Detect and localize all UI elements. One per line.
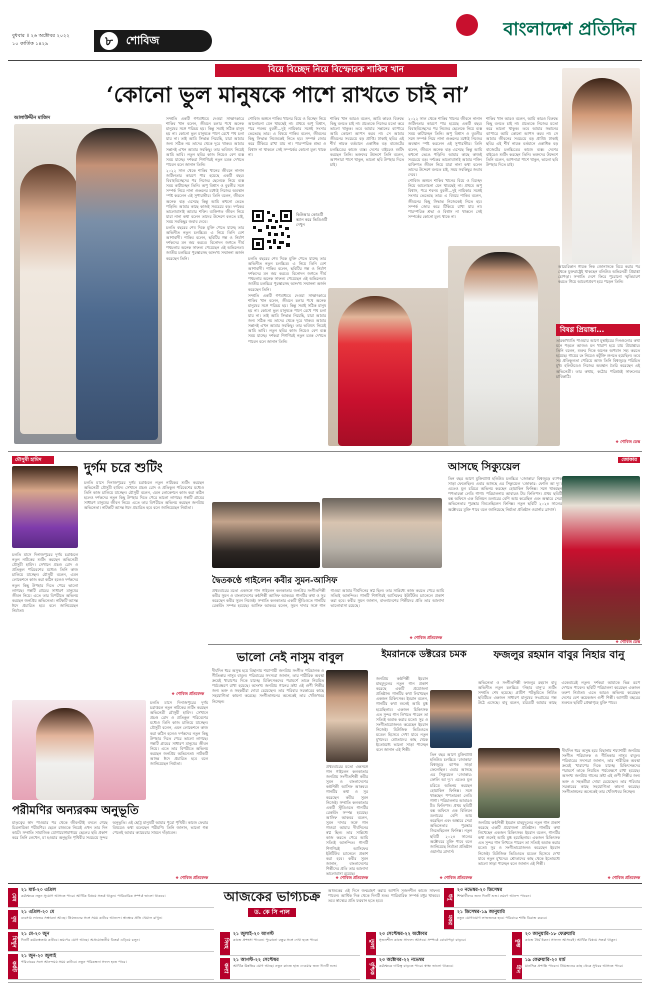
zodiac-sign-name: সিংহ (220, 932, 230, 955)
lead-col-3b (248, 256, 326, 446)
lead-col-4 (330, 116, 404, 286)
porimoni-photo (12, 700, 146, 800)
zodiac-sign-dates: ২১ আগস্ট-২২ সেপ্টেম্বর (233, 958, 279, 963)
mousumi-photo (12, 466, 78, 548)
zodiac-sign-6 (220, 958, 360, 980)
zodiac-sign-text: কর্মক্ষেত্রে নতুন সুযোগ আসতে পারে। আর্থিক বিষয়ে সতর্ক থাকুন। পারিবারিক সম্পর্ক ভালো থাকবে। (21, 894, 166, 898)
man-white-outfit (464, 252, 538, 446)
lead-kicker: বিয়ে বিচ্ছেদ নিয়ে বিস্ফোরক শাকিব খান (215, 64, 457, 77)
lead-col-6 (486, 116, 558, 246)
joker-tag (594, 456, 640, 464)
priyanka-intro-spacer (482, 66, 564, 114)
kabir-title: দ্বৈতকণ্ঠে গাইলেন কবীর সুমন-আসিফ (212, 575, 338, 585)
bottom-rule (8, 982, 642, 983)
porimoni-body-2: চলতি মাসে দিনাজপুরের দুর্গম চরাঞ্চলে নতুন নাটকের শুটিং করছেন অভিনেত্রী মৌসুমী হামিদ। সেখানে প্রচণ্ড রোদ ও প্রতিকূল পরিবেশের মধ্যেও তিনি কাজ চালিয়ে যাচ্ছেন। মৌসুমী বলেন, এমন লোকেশনে কাজ করা কঠিন হলেও দর্শকদের নতুন কিছু উপহার দিতে পেরে ভালো লাগছে। গল্পটি গ্রামের সাধারণ মানুষের জীবন নিয়ে। এতে তার বিপরীতে অভিনয় করছেন জনপ্রিয় অভিনেতা। নাটকটি আসন্ন ঈদে প্রচারিত হবে বলে জানিয়েছেন নির্মাতা। (150, 700, 208, 767)
joker-photo (562, 476, 640, 640)
zodiac-sign-4 (8, 954, 214, 980)
lead-text-1: ২০২২ সাল থেকে শাকিব খানের জীবনে নানান জটিলতার কারণে পার হয়েছে একটি বছর। বিবাহবিচ্ছেদের পর নিজের ছেলেকে নিয়ে ব্যস্ত সময় কাটাচ্ছেন তিনি। অপু বিশ্বাস ও বুবলীর সঙ্গে সম্পর্ক নিয়ে নানা গুঞ্জনের মধ্যেই নিজের অবস্থান স্পষ্ট করলেন এই সুপারস্টার। তিনি বলেন, জীবনে অনেক ঝড় এসেছে কিন্তু আমি কখনো ভেঙে পড়িনি। আমার কাছে কাজই সবচেয়ে বড়। দর্শকের ভালোবাসাই আমার শক্তি। ব্যক্তিগত জীবন নিয়ে যারা নানা কথা বলেন তাদের উদ্দেশে বলতে চাই, সময় সবকিছুর জবাব দেবে। (166, 167, 244, 224)
zodiac-sign-dates: ২৩ অক্টোবর-২২ নভেম্বর (379, 958, 425, 963)
lead-kicker-wrap (215, 64, 457, 78)
imran-body-2: তিন বছর আগে মুক্তিপ্রাপ্ত হলিউড চলচ্চিত্র ‘জোকার’ বিশ্বজুড়ে ব্যাপক সাড়া ফেলেছিল। এবার আসছে এর সিক্যুয়েল ‘জোকার: ফোলি আ দ্যু’। এতেও মূল চরিত্রে অভিনয় করছেন হোয়াকিন ফিনিক্স। সঙ্গে থাকছেন পপতারকা লেডি গাগা। পরিচালনায় আবারও টড ফিলিপস। প্রথম ছবিটি বক্স অফিসে এক বিলিয়ন ডলারের বেশি আয় করেছিল এবং অস্কারে সেরা অভিনেতার পুরস্কার জিতেছিলেন ফিনিক্স। নতুন ছবিটি ২০২৪ সালের অক্টোবরে মুক্তি পাবে বলে জানিয়েছে নির্মাতা প্রতিষ্ঠান ওয়ার্নার ব্রাদার্স। (430, 752, 472, 854)
priyanka-body: তারকাখ্যাতি পাওয়ার আগে মুম্বাইয়ের দিনগুলোর কথা মনে পড়লে আজও মন খারাপ হয়ে যায় প্রিয়াঙ্কার। তিনি বলেন, শুরুর দিকে অনেক অপমান সহ্য করতে হয়েছে। গায়ের রং নিয়েও কটূক্তি শুনতে হয়েছিল। তবে সব প্রতিকূলতা পেরিয়ে আজ তিনি বিশ্বজুড়ে পরিচিত মুখ। হলিউডেও নিজের অবস্থান তৈরি করেছেন এই অভিনেত্রী। তার কথায়, কঠোর পরিশ্রমই সাফল্যের চাবিকাঠি। (556, 338, 640, 379)
porimoni-body: মাতৃত্বের স্বাদ পাওয়ার পর থেকে জীবনটাই বদলে গেছে চিত্রনায়িকা পরীমণির। ছেলে রাজ্যকে নিয়েই এখন তার দিন কাটে। সম্প্রতি সামাজিক যোগাযোগমাধ্যমে ছেলের ছবি প্রকাশ করে তিনি লেখেন, মা হওয়ার অনুভূতি পৃথিবীর সবচেয়ে সুন্দর অনুভূতি। এই ছোট্ট মানুষটি আমার পুরো পৃথিবী। কাজে ফেরার বিষয়েও কথা বলেছেন পরীমণি। তিনি জানান, ভালো গল্প পেলেই আবার ক্যামেরার সামনে দাঁড়াবেন। (12, 820, 208, 841)
zodiac-sign-name: বৃশ্চিক (366, 958, 376, 979)
lead-text-3: শোবিজ অঙ্গনে শাকিব খানের বিয়ে ও বিচ্ছেদ নিয়ে আলোচনা যেন থামছেই না। প্রথমে অপু বিশ্বাস, পরে শবনম বুবলী—দুই নায়িকার সঙ্গেই সংসার ভেঙেছে তার। এ বিষয়ে শাকিব বলেন, জীবনের কিছু সিদ্ধান্ত নিজেকেই নিতে হয়। সম্পর্ক জোর করে টিকিয়ে রাখা যায় না। পারস্পরিক শ্রদ্ধা ও বিশ্বাস না থাকলে সেই সম্পর্কের কোনো মূল্য থাকে না। (248, 116, 326, 157)
woman-red-dress (338, 296, 412, 446)
zodiac-sign-dates: ২১ মে-২০ জুন (21, 932, 50, 937)
qr-code[interactable] (250, 208, 294, 252)
zodiac-sign-text: আর্থিক উন্নতির যোগ আছে। নতুন কাজে হাত দেওয়ার জন্য দিনটি শুভ। (233, 964, 338, 968)
shakib-white-photo (448, 246, 560, 446)
lead-text-2: সম্প্রতি একটি গণমাধ্যমে দেওয়া সাক্ষাৎকারে শাকিব খান বলেন, জীবনে চলার পথে অনেক মানুষের সঙ্গে পরিচয় হয়। কিন্তু সবাই সঠিক মানুষ হয় না। কোনো ভুল মানুষকে পাশে রেখে পথ চলা যায় না। তাই আমি সিদ্ধান্ত নিয়েছি, যারা আমার জন্য সঠিক নয় তাদের থেকে দূরে থাকব। আমার সন্তানই এখন আমার সবকিছু। তার ভবিষ্যৎ নিয়েই আমি ভাবি। নতুন ছবির কাজ নিয়েও বেশ ব্যস্ত সময় যাচ্ছে। দর্শকরা শিগগিরই নতুন চমক দেখতে পাবেন বলে জানান তিনি। (166, 116, 244, 167)
fazlur-body-3: জনপ্রিয় কণ্ঠশিল্পী ইমরান মাহমুদুলের নতুন গান প্রকাশ করেছে একটি প্রযোজনা প্রতিষ্ঠান। গানটির কথা লিখেছেন একজন চিকিৎসক। ইমরান বলেন, গানটির কথা শুনেই আমি মুগ্ধ হয়েছিলাম। একজন চিকিৎসক এত সুন্দর গান লিখতে পারেন তা সত্যিই অবাক করার মতো। সুর ও সংগীতায়োজনও করেছেন ইমরান নিজেই। মিউজিক ভিডিওতে মডেল হিসেবে দেখা যাবে নতুন মুখদের। শ্রোতাদের কাছ থেকে ইতোমধ্যে ভালো সাড়া পাচ্ছেন বলে জানান এই শিল্পী। (478, 820, 560, 866)
imran-photo (430, 690, 472, 748)
zodiac-sign-5 (220, 932, 360, 956)
zodiac-sign-text: শিক্ষার্থীদের জন্য দিনটি শুভ। ভ্রমণে আনন্দ পাবেন। (457, 894, 531, 898)
zodiac-sign-2 (8, 910, 214, 930)
lead-text-3b: শোবিজ অঙ্গনে শাকিব খানের বিয়ে ও বিচ্ছেদ নিয়ে আলোচনা যেন থামছেই না। প্রথমে অপু বিশ্বাস, পরে শবনম বুবলী—দুই নায়িকার সঙ্গেই সংসার ভেঙেছে তার। এ বিষয়ে শাকিব বলেন, জীবনের কিছু সিদ্ধান্ত নিজেকেই নিতে হয়। সম্পর্ক জোর করে টিকিয়ে রাখা যায় না। পারস্পরিক শ্রদ্ধা ও বিশ্বাস না থাকলে সেই সম্পর্কের কোনো মূল্য থাকে না। (408, 178, 482, 219)
mousumi-author: মৌসুমী হামিদ (12, 456, 54, 464)
horoscope (8, 886, 642, 982)
zodiac-sign-3 (8, 932, 214, 952)
lead-text-2b: সম্প্রতি একটি গণমাধ্যমে দেওয়া সাক্ষাৎকারে শাকিব খান বলেন, জীবনে চলার পথে অনেক মানুষের সঙ্গে পরিচয় হয়। কিন্তু সবাই সঠিক মানুষ হয় না। কোনো ভুল মানুষকে পাশে রেখে পথ চলা যায় না। তাই আমি সিদ্ধান্ত নিয়েছি, যারা আমার জন্য সঠিক নয় তাদের থেকে দূরে থাকব। আমার সন্তানই এখন আমার সবকিছু। তার ভবিষ্যৎ নিয়েই আমি ভাবি। নতুন ছবির কাজ নিয়েও বেশ ব্যস্ত সময় যাচ্ছে। দর্শকরা শিগগিরই নতুন চমক দেখতে পাবেন বলে জানান তিনি। (248, 292, 326, 344)
lead-text-5b: চলতি বছরের শেষ দিকে মুক্তি পেতে যাচ্ছে তার অভিনীত নতুন চলচ্চিত্র। এ নিয়ে তিনি বেশ আশাবাদী। শাকিব বলেন, ছবিটির গল্প ও নির্মাণ দর্শকদের মন জয় করবে। বিনোদন জগতে দীর্ঘ পথচলায় অনেক সাফল্য পেয়েছেন এই অভিনেতা। জাতীয় চলচ্চিত্র পুরস্কারসহ অসংখ্য সম্মাননা অর্জন করেছেন তিনি। (166, 224, 244, 261)
shakib-couple-photo (14, 124, 162, 444)
fazlur-photo (478, 748, 560, 818)
zodiac-sign-9 (444, 888, 642, 908)
porimoni-figure (36, 708, 94, 800)
logo-text: বাংলাদেশ প্রতিদিন (503, 19, 636, 40)
date-line: বুধবার ॥ ২৬ অক্টোবর ২০২২ (12, 33, 70, 39)
logo (438, 10, 638, 56)
nasim-photo (326, 670, 368, 762)
joker-corner: জোকার (618, 457, 640, 463)
section-banner (94, 30, 212, 52)
divider-3 (8, 883, 642, 884)
kabir-credit: ❖ শোবিজ প্রতিবেদক (409, 635, 442, 640)
nasim-body-2: প্রথমবারের মতো একসঙ্গে গান গাইলেন কলকাতার জনপ্রিয় সংগীতশিল্পী কবীর সুমন ও বাংলাদেশের কণ্ঠশিল্পী আসিফ আকবর। গানটির কথা ও সুর করেছেন কবীর সুমন নিজেই। সম্প্রতি কলকাতার একটি স্টুডিওতে গানটির রেকর্ডিং সম্পন্ন হয়েছে। আসিফ আকবর বলেন, সুমন দাদার সঙ্গে গান গাওয়া আমার দীর্ঘদিনের স্বপ্ন ছিল। তার সান্নিধ্যে কাজ করতে পেরে আমি সত্যিই আনন্দিত। গানটি শিগগিরই আসিফের ইউটিউব চ্যানেলে প্রকাশ করা হবে। কবীর সুমন জানান, বাংলাদেশের শিল্পীদের প্রতি তার আলাদা ভালোবাসা রয়েছে। (326, 764, 368, 876)
lead-headline: ‘কোনো ভুল মানুষকে পাশে রাখতে চাই না’ (106, 83, 470, 108)
zodiac-sign-text: নতুন যোগাযোগ লাভজনক হবে। পরিবারে শান্তি বিরাজ করবে। (457, 916, 548, 920)
man-figure (76, 128, 158, 440)
zodiac-sign-dates: ২১ জুলাই-২০ আগস্ট (233, 932, 274, 937)
zodiac-sign-text: সৃজনশীল কাজে সাফল্য আসবে। সম্পর্কে বোঝাপড়া বাড়বে। (379, 938, 467, 942)
dorshon-body-2: চলতি মাসে দিনাজপুরের দুর্গম চরাঞ্চলে নতুন নাটকের শুটিং করছেন অভিনেত্রী মৌসুমী হামিদ। সেখানে প্রচণ্ড রোদ ও প্রতিকূল পরিবেশের মধ্যেও তিনি কাজ চালিয়ে যাচ্ছেন। মৌসুমী বলেন, এমন লোকেশনে কাজ করা কঠিন হলেও দর্শকদের নতুন কিছু উপহার দিতে পেরে ভালো লাগছে। গল্পটি গ্রামের সাধারণ মানুষের জীবন নিয়ে। এতে তার বিপরীতে অভিনয় করছেন জনপ্রিয় অভিনেতা। নাটকটি আসন্ন ঈদে প্রচারিত হবে বলে জানিয়েছেন নির্মাতা। (12, 552, 79, 614)
lead-text-1b: ২০২২ সাল থেকে শাকিব খানের জীবনে নানান জটিলতার কারণে পার হয়েছে একটি বছর। বিবাহবিচ্ছেদের পর নিজের ছেলেকে নিয়ে ব্যস্ত সময় কাটাচ্ছেন তিনি। অপু বিশ্বাস ও বুবলীর সঙ্গে সম্পর্ক নিয়ে নানা গুঞ্জনের মধ্যেই নিজের অবস্থান স্পষ্ট করলেন এই সুপারস্টার। তিনি বলেন, জীবনে অনেক ঝড় এসেছে কিন্তু আমি কখনো ভেঙে পড়িনি। আমার কাছে কাজই সবচেয়ে বড়। দর্শকের ভালোবাসাই আমার শক্তি। ব্যক্তিগত জীবন নিয়ে যারা নানা কথা বলেন তাদের উদ্দেশে বলতে চাই, সময় সবকিছুর জবাব দেবে। (408, 116, 482, 178)
joker-title: আসছে সিক্যুয়েল (448, 461, 520, 473)
nasim-title: ভালো নেই নাসুম বাবুল (236, 650, 344, 664)
priyanka-credit: ❖ শোবিজ ডেস্ক (615, 439, 640, 444)
logo-sun-icon (456, 14, 478, 36)
kabir-body: প্রথমবারের মতো একসঙ্গে গান গাইলেন কলকাতার জনপ্রিয় সংগীতশিল্পী কবীর সুমন ও বাংলাদেশের কণ্ঠশিল্পী আসিফ আকবর। গানটির কথা ও সুর করেছেন কবীর সুমন নিজেই। সম্প্রতি কলকাতার একটি স্টুডিওতে গানটির রেকর্ডিং সম্পন্ন হয়েছে। আসিফ আকবর বলেন, সুমন দাদার সঙ্গে গান গাওয়া আমার দীর্ঘদিনের স্বপ্ন ছিল। তার সান্নিধ্যে কাজ করতে পেরে আমি সত্যিই আনন্দিত। গানটি শিগগিরই আসিফের ইউটিউব চ্যানেলে প্রকাশ করা হবে। কবীর সুমন জানান, বাংলাদেশের শিল্পীদের প্রতি তার আলাদা ভালোবাসা রয়েছে। (212, 588, 444, 609)
zodiac-sign-dates: ২১ ডিসেম্বর-১৯ জানুয়ারি (457, 910, 505, 915)
zodiac-sign-name: কন্যা (220, 958, 230, 979)
zodiac-sign-dates: ২১ জুন-২০ জুলাই (21, 954, 57, 959)
section-name: শোবিজ (126, 34, 160, 47)
kabir-suman-photo (322, 498, 442, 568)
zodiac-sign-text: দিনটি কর্মব্যস্ততায় কাটবে। ভ্রমণের যোগ আছে। অপ্রয়োজনীয় বিতর্ক এড়িয়ে চলুন। (21, 938, 140, 942)
zodiac-sign-name: কুম্ভ (512, 932, 522, 955)
zodiac-sign-1 (8, 888, 214, 908)
zodiac-sign-8 (366, 958, 506, 980)
date-line-2: ১০ কার্তিক ১৪২৯ (12, 41, 49, 47)
qr-icon (250, 208, 294, 252)
imran-credit: ❖ শোবিজ প্রতিবেদক (439, 875, 472, 880)
imran-body: জনপ্রিয় কণ্ঠশিল্পী ইমরান মাহমুদুলের নতুন গান প্রকাশ করেছে একটি প্রযোজনা প্রতিষ্ঠান। গানটির কথা লিখেছেন একজন চিকিৎসক। ইমরান বলেন, গানটির কথা শুনেই আমি মুগ্ধ হয়েছিলাম। একজন চিকিৎসক এত সুন্দর গান লিখতে পারেন তা সত্যিই অবাক করার মতো। সুর ও সংগীতায়োজনও করেছেন ইমরান নিজেই। মিউজিক ভিডিওতে মডেল হিসেবে দেখা যাবে নতুন মুখদের। শ্রোতাদের কাছ থেকে ইতোমধ্যে ভালো সাড়া পাচ্ছেন বলে জানান এই শিল্পী। (376, 676, 428, 753)
horoscope-intro: আজকের এই দিনে জন্মগ্রহণ করায় আপনি সৃজনশীল কাজে সাফল্য পাবেন। আর্থিক দিক থেকে দিনটি শুভ। পারিবারিক সম্পর্ক মধুর থাকবে। তবে স্বাস্থ্যের প্রতি যত্নবান হতে হবে। (328, 888, 440, 904)
zodiac-sign-dates: ২০ জানুয়ারি-১৮ ফেব্রুয়ারি (525, 932, 576, 937)
porimoni-title: পরীমণির অন্যরকম অনুভূতি (12, 803, 139, 817)
lead-text-4: শাকিব খান আরও বলেন, আমি কারও বিরুদ্ধে কিছু বলতে চাই না। প্রত্যেকে নিজের মতো করে ভালো থাকুক। তবে আমার সন্তানের ব্যাপারে আমি কোনো আপস করব না। সে আমার জীবনের সবচেয়ে বড় প্রাপ্তি। ঢাকাই ছবির এই শীর্ষ নায়ক বর্তমানে একাধিক বড় বাজেটের চলচ্চিত্রের কাজে ব্যস্ত। দেশের বাইরেও শুটিং করছেন তিনি। ভক্তদের উদ্দেশে তিনি বলেন, আপনারা পাশে থাকুন, ভালো ছবি উপহার দিতে চাই। (330, 116, 404, 167)
imran-title: ইমরানকে ডক্টরের চমক (381, 649, 467, 660)
zodiac-sign-text: মানসিক প্রশান্তি পাবেন। প্রিয়জনের কাছ থেকে সুখবর আসতে পারে। (525, 964, 624, 968)
fazlur-title: ফজলুর রহমান বাবুর নিহার বানু (493, 649, 625, 661)
woman-figure (20, 164, 78, 434)
zodiac-sign-name: কর্কট (8, 954, 18, 979)
joker-body: তিন বছর আগে মুক্তিপ্রাপ্ত হলিউড চলচ্চিত্র ‘জোকার’ বিশ্বজুড়ে ব্যাপক সাড়া ফেলেছিল। এবার আসছে এর সিক্যুয়েল ‘জোকার: ফোলি আ দ্যু’। এতেও মূল চরিত্রে অভিনয় করছেন হোয়াকিন ফিনিক্স। সঙ্গে থাকছেন পপতারকা লেডি গাগা। পরিচালনায় আবারও টড ফিলিপস। প্রথম ছবিটি বক্স অফিসে এক বিলিয়ন ডলারের বেশি আয় করেছিল এবং অস্কারে সেরা অভিনেতার পুরস্কার জিতেছিলেন ফিনিক্স। নতুন ছবিটি ২০২৪ সালের অক্টোবরে মুক্তি পাবে বলে জানিয়েছে নির্মাতা প্রতিষ্ঠান ওয়ার্নার ব্রাদার্স। (448, 476, 562, 512)
nasim-credit: ❖ শোবিজ প্রতিবেদক (335, 875, 368, 880)
masthead (8, 4, 642, 60)
lead-text-4b: শাকিব খান আরও বলেন, আমি কারও বিরুদ্ধে কিছু বলতে চাই না। প্রত্যেকে নিজের মতো করে ভালো থাকুক। তবে আমার সন্তানের ব্যাপারে আমি কোনো আপস করব না। সে আমার জীবনের সবচেয়ে বড় প্রাপ্তি। ঢাকাই ছবির এই শীর্ষ নায়ক বর্তমানে একাধিক বড় বাজেটের চলচ্চিত্রের কাজে ব্যস্ত। দেশের বাইরেও শুটিং করছেন তিনি। ভক্তদের উদ্দেশে তিনি বলেন, আপনারা পাশে থাকুন, ভালো ছবি উপহার দিতে চাই। (486, 116, 558, 167)
zodiac-sign-text: পরিবারের সঙ্গে আনন্দময় সময় কাটবে। নতুন পরিকল্পনা সফল হতে পারে। (21, 960, 127, 964)
zodiac-sign-name: মেষ (8, 888, 18, 907)
horoscope-title: আজকের ভাগ্যচক্র (223, 890, 321, 905)
dorshon-title: দুর্গম চরে শুটিং (84, 461, 163, 476)
priyanka-figure (572, 78, 632, 264)
zodiac-sign-name: ধনু (444, 888, 454, 907)
page-number: ৮ (100, 32, 118, 50)
zodiac-sign-text: কর্মক্ষেত্রে দায়িত্ব বাড়তে পারে। স্বাস্থ্য ভালো থাকবে। (379, 964, 454, 968)
priyanka-photo (562, 68, 640, 264)
priyanka-intro: আমেরিকান গায়ক নিক জোনাসকে বিয়ে করার পর থেকে যুক্তরাষ্ট্রেই থাকছেন বলিউড অভিনেত্রী প্রিয়াঙ্কা চোপড়া। সম্প্রতি দেশে ফিরে পুরোনো স্মৃতিচারণ করতে গিয়ে আবেগপ্রবণ হয়ে পড়েন তিনি। (558, 264, 640, 285)
zodiac-sign-dates: ২১ মার্চ-২০ এপ্রিল (21, 888, 57, 893)
zodiac-sign-name: মকর (444, 910, 454, 929)
header-divider (8, 60, 642, 61)
divider-1 (8, 451, 642, 452)
zodiac-sign-10 (444, 910, 642, 930)
dorshon-credit: ❖ শোবিজ প্রতিবেদক (171, 691, 204, 696)
apu-shakib-photo (328, 288, 456, 446)
zodiac-sign-text: ব্যবসায় লাভের সম্ভাবনা আছে। প্রিয়জনের সঙ্গে সময় কাটবে আনন্দে। স্বাস্থ্যের প্রতি খেয়াল রাখুন। (21, 916, 163, 920)
lead-text-5: চলতি বছরের শেষ দিকে মুক্তি পেতে যাচ্ছে তার অভিনীত নতুন চলচ্চিত্র। এ নিয়ে তিনি বেশ আশাবাদী। শাকিব বলেন, ছবিটির গল্প ও নির্মাণ দর্শকদের মন জয় করবে। বিনোদন জগতে দীর্ঘ পথচলায় অনেক সাফল্য পেয়েছেন এই অভিনেতা। জাতীয় চলচ্চিত্র পুরস্কারসহ অসংখ্য সম্মাননা অর্জন করেছেন তিনি। (248, 256, 326, 292)
zodiac-sign-text: কাজে ধৈর্য ধরুন। সাফল্য আসবেই। আর্থিক বিষয়ে সতর্ক থাকুন। (525, 938, 617, 942)
lead-col-2 (166, 116, 244, 446)
horoscope-author: ড. কে সি পাল (248, 908, 296, 917)
porimoni-credit: ❖ শোবিজ প্রতিবেদক (175, 875, 208, 880)
zodiac-sign-dates: ২১ এপ্রিল-২০ মে (21, 910, 55, 915)
nasim-body: দীর্ঘদিন ধরে অসুস্থ হয়ে বিছানায় শয্যাশায়ী জনপ্রিয় সংগীত পরিচালক ও গীতিকার নাসুম বাবুল। পরিবারের সদস্যরা জানান, তার শারীরিক অবস্থা ক্রমেই খারাপের দিকে যাচ্ছে। চিকিৎসকদের পরামর্শে তাকে নিয়মিত পর্যবেক্ষণে রাখা হয়েছে। অসংখ্য জনপ্রিয় গানের স্রষ্টা এই গুণী শিল্পীর জন্য ভক্ত ও সহকর্মীরা দোয়া চেয়েছেন। তার পরিবার সরকারের কাছে সহযোগিতা কামনা করেছে। সংগীতাঙ্গনের অনেকেই তার খোঁজখবর নিচ্ছেন। (212, 668, 324, 704)
divider-2 (208, 644, 642, 645)
zodiac-sign-11 (512, 932, 642, 956)
zodiac-sign-name: মিথুন (8, 932, 18, 951)
lead-col-3 (248, 116, 326, 208)
zodiac-sign-12 (512, 958, 642, 980)
fazlur-body: অভিনেতা ও সংগীতশিল্পী ফজলুর রহমান বাবু অভিনীত নতুন চলচ্চিত্র ‘নিহার বানু’র শুটিং সম্প্রতি শেষ হয়েছে। গ্রামীণ পটভূমিতে নির্মিত ছবিটিতে একজন সাধারণ মানুষের সংগ্রামের গল্প উঠে এসেছে। বাবু বলেন, চরিত্রটি আমার কাছে একেবারেই নতুন। দর্শকরা আমাকে ভিন্ন রূপে দেখতে পাবেন। ছবিটি পরিচালনা করেছেন একজন তরুণ নির্মাতা। এতে আরও অভিনয় করেছেন দেশের বেশ কয়েকজন গুণী শিল্পী। আগামী বছরের শুরুতে ছবিটি প্রেক্ষাগৃহে মুক্তি পাবে। (478, 680, 640, 706)
zodiac-sign-name: মীন (512, 958, 522, 979)
zodiac-sign-name: তুলা (366, 932, 376, 955)
horoscope-header (220, 888, 324, 928)
zodiac-sign-dates: ২৩ নভেম্বর-২০ ডিসেম্বর (457, 888, 503, 893)
zodiac-sign-dates: ১৯ ফেব্রুয়ারি-২০ মার্চ (525, 958, 566, 963)
dorshon-body: চলতি মাসে দিনাজপুরের দুর্গম চরাঞ্চলে নতুন নাটকের শুটিং করছেন অভিনেত্রী মৌসুমী হামিদ। সেখানে প্রচণ্ড রোদ ও প্রতিকূল পরিবেশের মধ্যেও তিনি কাজ চালিয়ে যাচ্ছেন। মৌসুমী বলেন, এমন লোকেশনে কাজ করা কঠিন হলেও দর্শকদের নতুন কিছু উপহার দিতে পেরে ভালো লাগছে। গল্পটি গ্রামের সাধারণ মানুষের জীবন নিয়ে। এতে তার বিপরীতে অভিনয় করছেন জনপ্রিয় অভিনেতা। নাটকটি আসন্ন ঈদে প্রচারিত হবে বলে জানিয়েছেন নির্মাতা। (84, 480, 204, 511)
qr-caption: কিউআর কোডটি স্ক্যান করে ভিডিওটি দেখুন (296, 212, 328, 228)
zodiac-sign-text: কাজে প্রশংসা পাবেন। পুরোনো বন্ধুর সঙ্গে দেখা হতে পারে। (233, 938, 319, 942)
zodiac-sign-dates: ২৩ সেপ্টেম্বর-২২ অক্টোবর (379, 932, 428, 937)
mousumi-tag (12, 456, 54, 464)
zodiac-sign-7 (366, 932, 506, 956)
priyanka-title: বিষণ্ণ প্রিয়াঙ্কা... (556, 324, 640, 336)
lead-byline: আলাউদ্দীন মাজিদ (14, 116, 50, 121)
zodiac-sign-name: বৃষ (8, 910, 18, 929)
fazlur-credit: ❖ শোবিজ প্রতিবেদক (607, 875, 640, 880)
asif-photo (212, 502, 320, 568)
joker-credit: ❖ শোবিজ ডেস্ক (615, 639, 640, 644)
fazlur-body-2: দীর্ঘদিন ধরে অসুস্থ হয়ে বিছানায় শয্যাশায়ী জনপ্রিয় সংগীত পরিচালক ও গীতিকার নাসুম বাবুল। পরিবারের সদস্যরা জানান, তার শারীরিক অবস্থা ক্রমেই খারাপের দিকে যাচ্ছে। চিকিৎসকদের পরামর্শে তাকে নিয়মিত পর্যবেক্ষণে রাখা হয়েছে। অসংখ্য জনপ্রিয় গানের স্রষ্টা এই গুণী শিল্পীর জন্য ভক্ত ও সহকর্মীরা দোয়া চেয়েছেন। তার পরিবার সরকারের কাছে সহযোগিতা কামনা করেছে। সংগীতাঙ্গনের অনেকেই তার খোঁজখবর নিচ্ছেন। (562, 748, 640, 794)
